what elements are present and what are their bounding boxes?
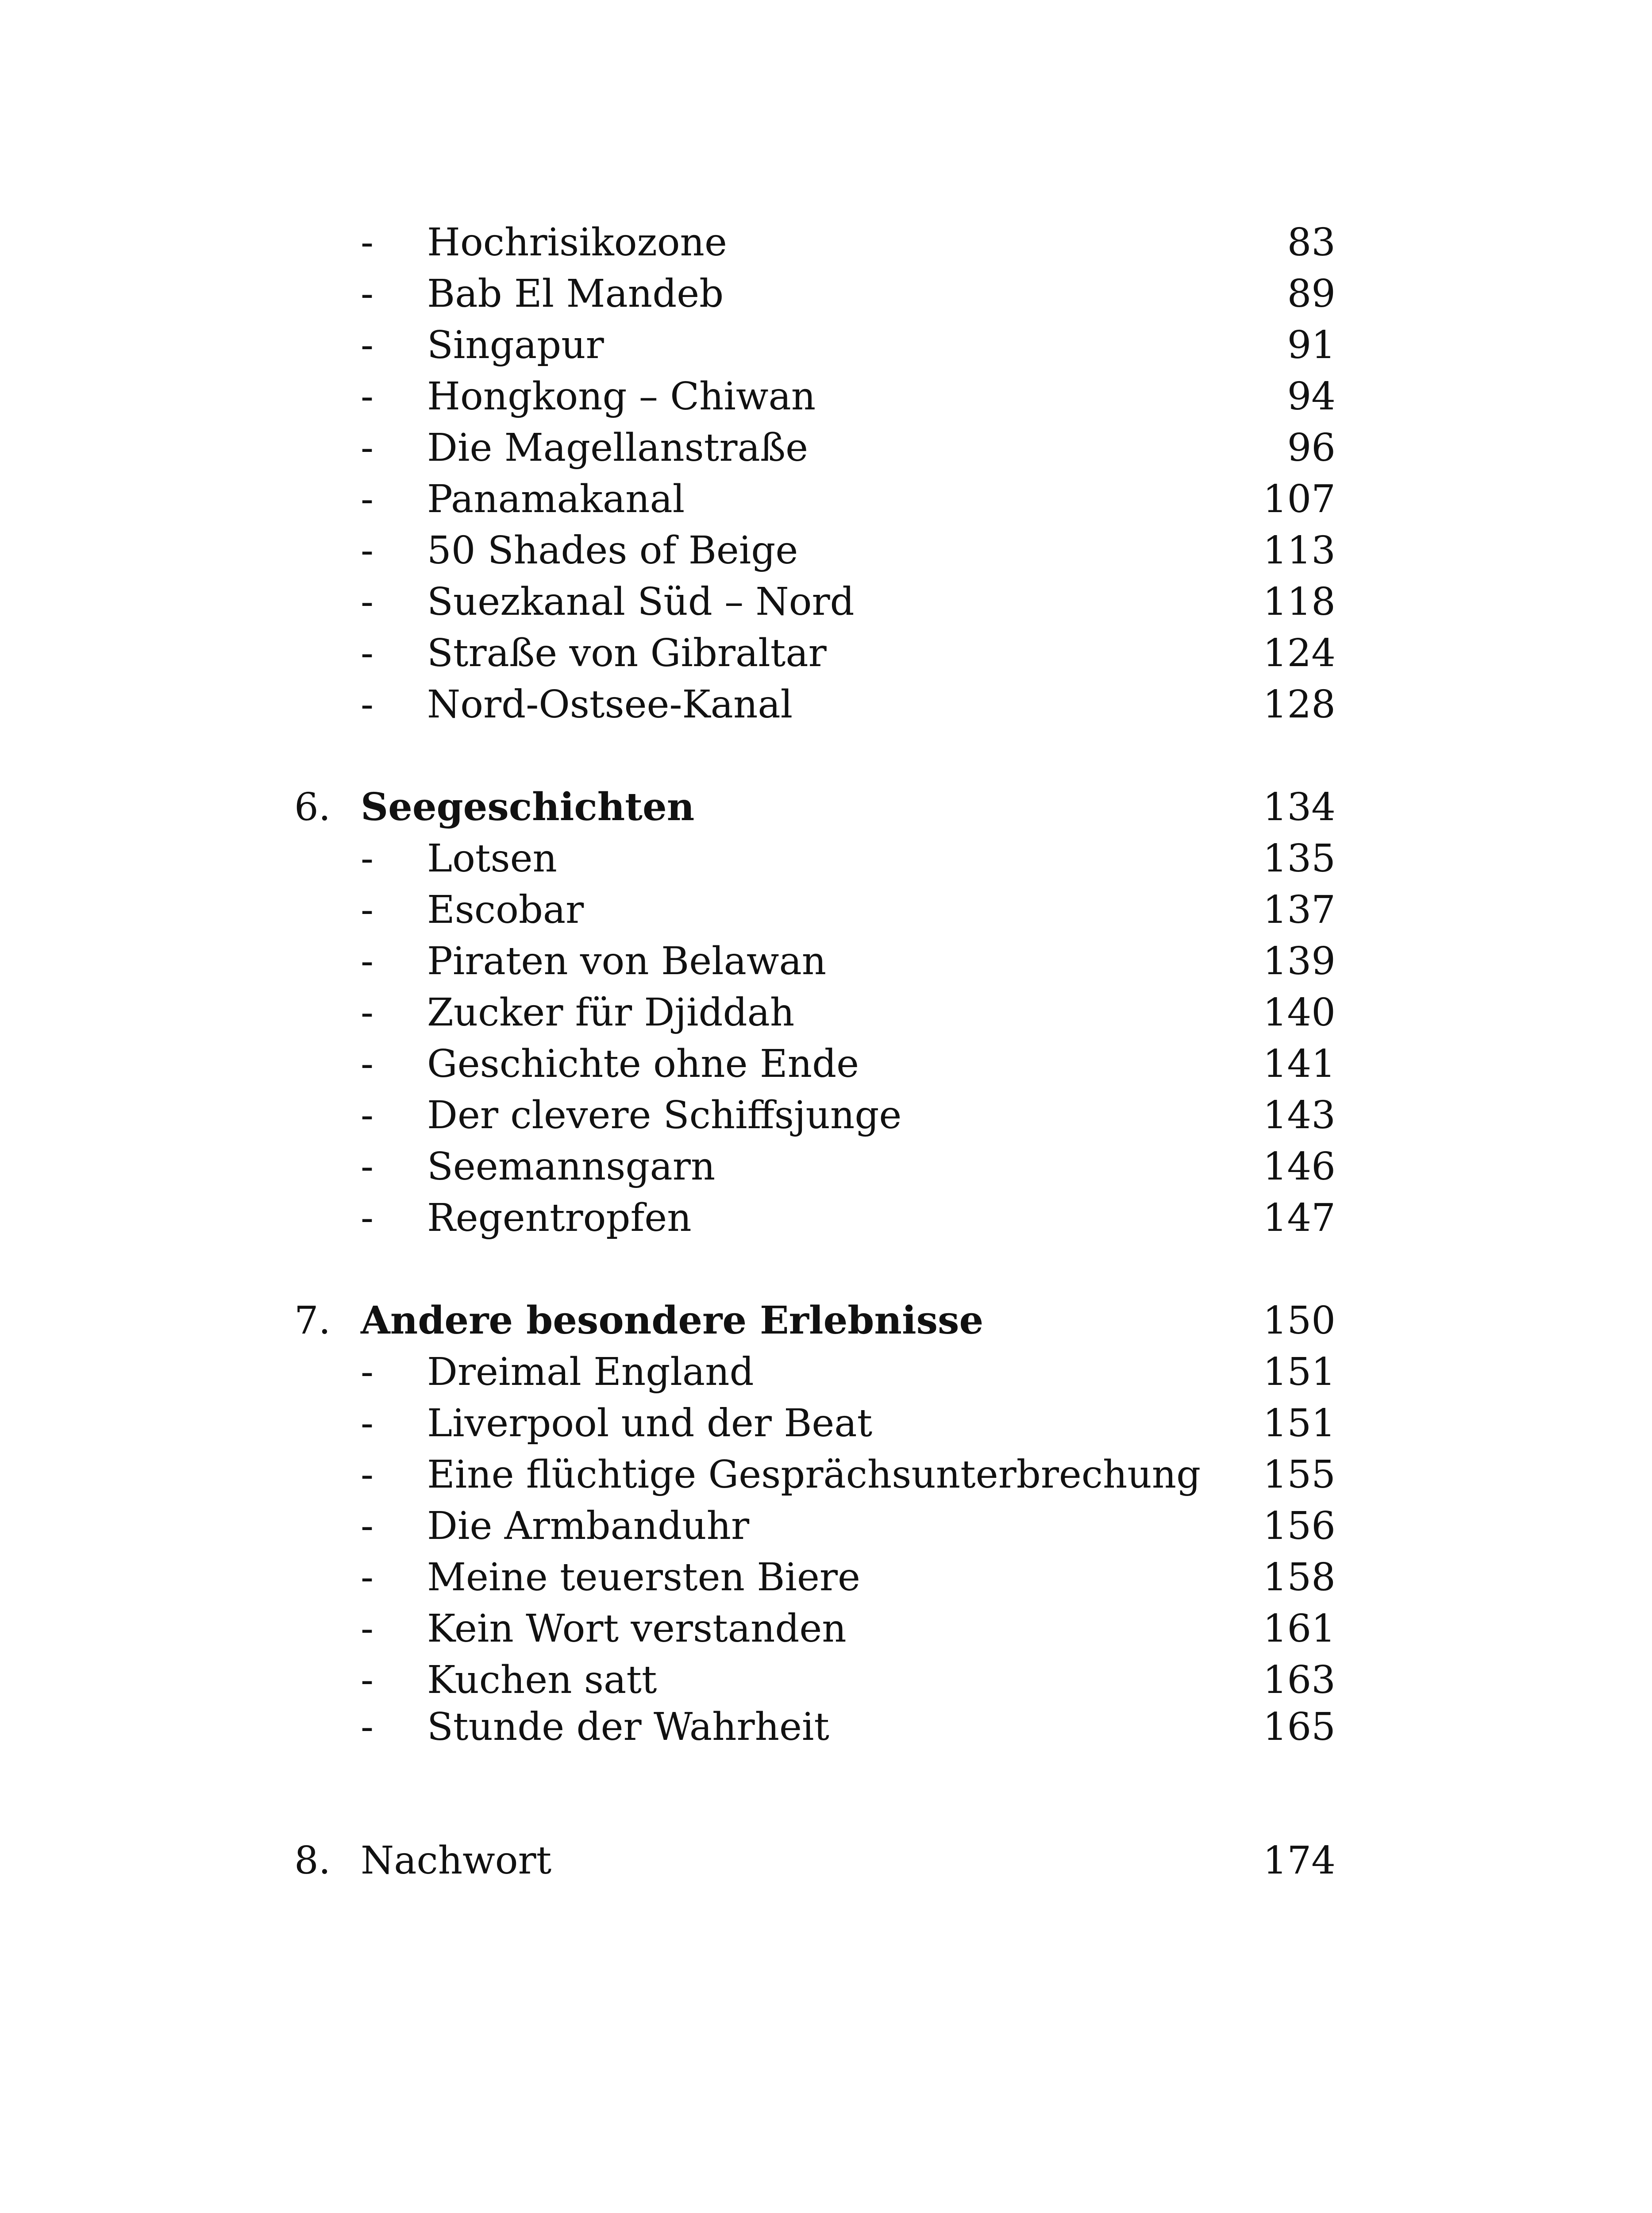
entry-dash: - [361,1042,374,1086]
entry-dash: - [361,1401,374,1446]
entry-title: Hochrisikozone [427,220,727,265]
entry-page-number: 107 [1263,477,1336,521]
entry-title: Escobar [427,888,584,932]
entry-dash: - [361,888,374,932]
entry-title: Piraten von Belawan [427,939,827,983]
chapter-heading-7[interactable] [0,1295,1652,1346]
entry-page-number: 139 [1263,939,1336,983]
entry-dash: - [361,323,374,367]
toc-entry[interactable] [0,1090,1652,1141]
toc-entry[interactable] [0,1654,1652,1706]
entry-page-number: 165 [1263,1705,1336,1749]
entry-title: Zucker für Djiddah [427,991,795,1035]
entry-title: Geschichte ohne Ende [427,1042,859,1086]
entry-page-number: 96 [1287,426,1336,470]
toc-entry[interactable] [0,1449,1652,1500]
entry-dash: - [361,1196,374,1240]
toc-entry[interactable] [0,1192,1652,1244]
entry-dash: - [361,1607,374,1651]
entry-page-number: 143 [1263,1093,1336,1137]
chapter-page-number: 134 [1263,785,1336,829]
entry-page-number: 140 [1263,991,1336,1035]
entry-dash: - [361,1093,374,1137]
entry-title: Seemannsgarn [427,1145,716,1189]
entry-dash: - [361,682,374,727]
entry-dash: - [361,631,374,675]
chapter-heading-6[interactable] [0,782,1652,833]
chapter-number: 6. [294,785,331,829]
entry-dash: - [361,939,374,983]
entry-page-number: 151 [1263,1401,1336,1446]
entry-dash: - [361,272,374,316]
entry-title: Liverpool und der Beat [427,1401,873,1446]
entry-dash: - [361,1555,374,1600]
toc-entry[interactable] [0,1141,1652,1192]
entry-dash: - [361,1350,374,1394]
toc-entry[interactable] [0,320,1652,371]
chapter-title: Seegeschichten [361,785,695,829]
entry-page-number: 146 [1263,1145,1336,1189]
entry-dash: - [361,1453,374,1497]
toc-entry[interactable] [0,217,1652,268]
entry-title: Regentropfen [427,1196,692,1240]
toc-entry[interactable] [0,1398,1652,1449]
entry-title: Straße von Gibraltar [427,631,827,675]
toc-entry[interactable] [0,679,1652,730]
toc-entry[interactable] [0,628,1652,679]
entry-title: Der clevere Schiffsjunge [427,1093,902,1137]
chapter-number: 8. [294,1839,331,1883]
toc-entry[interactable] [0,1603,1652,1654]
entry-page-number: 113 [1263,528,1336,573]
entry-page-number: 83 [1287,220,1336,265]
entry-page-number: 158 [1263,1555,1336,1600]
entry-page-number: 151 [1263,1350,1336,1394]
toc-entry[interactable] [0,936,1652,987]
entry-page-number: 118 [1263,580,1336,624]
entry-dash: - [361,580,374,624]
toc-entry[interactable] [0,268,1652,320]
entry-title: Bab El Mandeb [427,272,724,316]
entry-title: Eine flüchtige Gesprächsunterbrechung [427,1453,1201,1497]
entry-dash: - [361,477,374,521]
toc-entry[interactable] [0,987,1652,1038]
entry-title: 50 Shades of Beige [427,528,798,573]
chapter-page-number: 150 [1263,1299,1336,1343]
toc-entry[interactable] [0,474,1652,525]
entry-page-number: 135 [1263,837,1336,881]
entry-page-number: 124 [1263,631,1336,675]
entry-dash: - [361,1504,374,1548]
entry-page-number: 147 [1263,1196,1336,1240]
toc-entry[interactable] [0,1346,1652,1398]
entry-page-number: 89 [1287,272,1336,316]
toc-entry[interactable] [0,1500,1652,1552]
toc-entry[interactable] [0,1701,1652,1753]
entry-title: Kuchen satt [427,1658,657,1702]
entry-dash: - [361,837,374,881]
entry-title: Die Armbanduhr [427,1504,750,1548]
entry-dash: - [361,426,374,470]
entry-page-number: 161 [1263,1607,1336,1651]
entry-page-number: 156 [1263,1504,1336,1548]
entry-title: Lotsen [427,837,557,881]
entry-page-number: 137 [1263,888,1336,932]
entry-page-number: 91 [1287,323,1336,367]
entry-title: Kein Wort verstanden [427,1607,847,1651]
toc-entry[interactable] [0,371,1652,422]
entry-dash: - [361,1658,374,1702]
entry-dash: - [361,1145,374,1189]
toc-entry[interactable] [0,525,1652,576]
chapter-number: 7. [294,1299,331,1343]
toc-entry[interactable] [0,833,1652,884]
chapter-title: Nachwort [361,1839,552,1883]
entry-dash: - [361,528,374,573]
entry-title: Singapur [427,323,604,367]
entry-dash: - [361,991,374,1035]
entry-title: Suezkanal Süd – Nord [427,580,855,624]
toc-entry[interactable] [0,422,1652,474]
chapter-title: Andere besondere Erlebnisse [361,1298,984,1343]
entry-page-number: 94 [1287,374,1336,419]
entry-page-number: 155 [1263,1453,1336,1497]
entry-title: Stunde der Wahrheit [427,1705,829,1749]
entry-dash: - [361,1705,374,1749]
entry-dash: - [361,374,374,419]
toc-entry[interactable] [0,884,1652,936]
chapter-heading-8[interactable] [0,1835,1652,1886]
toc-entry[interactable] [0,1038,1652,1090]
entry-title: Dreimal England [427,1350,754,1394]
entry-title: Nord-Ostsee-Kanal [427,682,793,727]
entry-page-number: 128 [1263,682,1336,727]
entry-title: Panamakanal [427,477,685,521]
toc-entry[interactable] [0,576,1652,628]
toc-entry[interactable] [0,1552,1652,1603]
entry-page-number: 163 [1263,1658,1336,1702]
chapter-page-number: 174 [1263,1839,1336,1883]
entry-title: Die Magellanstraße [427,426,809,470]
entry-dash: - [361,220,374,265]
entry-page-number: 141 [1263,1042,1336,1086]
entry-title: Meine teuersten Biere [427,1555,860,1600]
entry-title: Hongkong – Chiwan [427,374,816,419]
